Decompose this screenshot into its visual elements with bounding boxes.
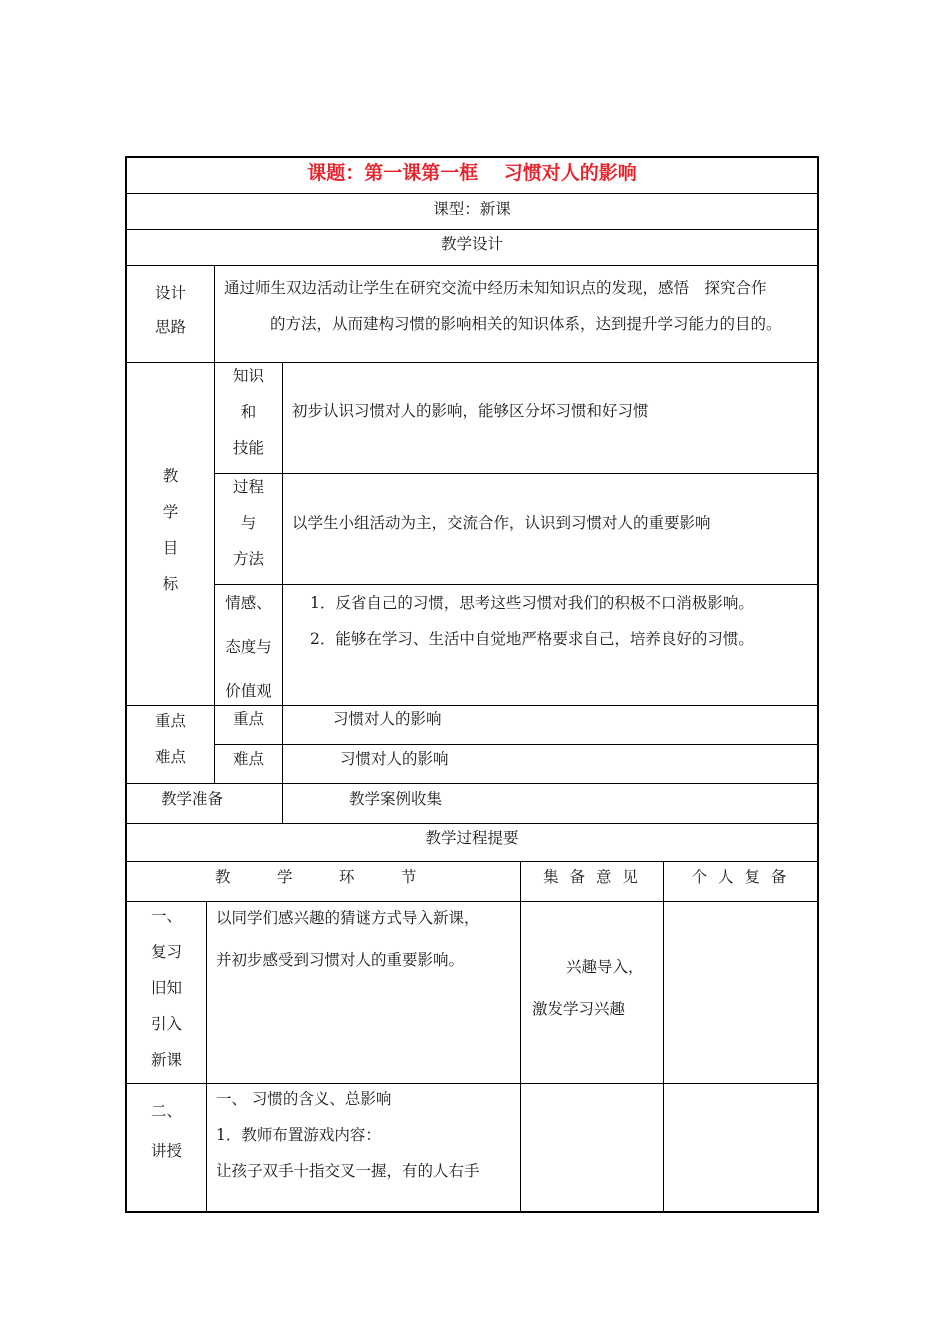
preparation-label: 教学准备 [161, 790, 224, 808]
label-line: 思路 [154, 318, 186, 336]
objectives-label [127, 458, 214, 602]
label-line: 过程 [232, 478, 264, 496]
text-line: 1．反省自己的习惯，思考这些习惯对我们的积极不口消极影响。 [310, 594, 754, 612]
label-line: 技能 [232, 439, 264, 457]
process-step-group-note [532, 946, 660, 1030]
key-point-label: 重点 [232, 710, 264, 728]
design-idea-text [215, 270, 817, 342]
label-line: 引入 [150, 1015, 182, 1033]
label-line: 二、 [150, 1102, 182, 1120]
process-title: 教学过程提要 [425, 829, 519, 847]
objective-knowledge-label [215, 358, 282, 466]
lesson-type: 课型：新课 [433, 200, 511, 218]
lesson-title: 课题：第一课第一框 习惯对人的影响 [307, 162, 637, 184]
text-line: 2．能够在学习、生活中自觉地严格要求自己，培养良好的习惯。 [310, 630, 754, 648]
process-header-personal: 个 人 复 备 [691, 868, 790, 886]
text-line: 激发学习兴趣 [532, 1000, 626, 1018]
text-line: 一、 习惯的含义、总影响 [216, 1090, 392, 1108]
rule [214, 473, 819, 474]
process-header-group: 集 备 意 见 [543, 868, 641, 886]
process-step-personal-note[interactable] [664, 902, 817, 1083]
label-line: 教 [162, 467, 179, 485]
difficult-point-text: 习惯对人的影响 [340, 750, 449, 768]
text-line: 的方法，从而建构习惯的影响相关的知识体系，达到提升学习能力的目的。 [270, 315, 782, 333]
label-line: 讲授 [150, 1142, 182, 1160]
label-line: 重点 [154, 712, 186, 730]
process-step-content [216, 1081, 516, 1189]
label-line: 知识 [232, 367, 264, 385]
process-step-content [216, 897, 516, 981]
key-point-text: 习惯对人的影响 [333, 710, 442, 728]
preparation-text: 教学案例收集 [349, 790, 443, 808]
label-line: 新课 [150, 1051, 182, 1069]
objective-knowledge-text: 初步认识习惯对人的影响，能够区分坏习惯和好习惯 [292, 402, 649, 420]
table-border-bottom [125, 1211, 819, 1213]
label-line: 复习 [150, 943, 182, 961]
objective-values-label [215, 581, 282, 713]
rule [206, 901, 207, 1212]
rule [520, 861, 521, 1212]
label-line: 态度与 [225, 638, 272, 656]
key-points-label [127, 703, 214, 775]
text-line: 并初步感受到习惯对人的重要影响。 [216, 951, 465, 969]
table-border-right [817, 156, 819, 1213]
label-line: 情感、 [225, 594, 272, 612]
label-line: 学 [162, 503, 179, 521]
objective-values-text [310, 585, 815, 657]
text-line: 让孩子双手十指交叉一握，有的人右手 [216, 1162, 480, 1180]
objective-process-label [215, 469, 282, 577]
difficult-point-label: 难点 [232, 750, 264, 768]
teaching-design-heading: 教学设计 [440, 235, 503, 253]
rule [282, 362, 283, 824]
text-line: 兴趣导入， [566, 958, 644, 976]
label-line: 目 [162, 539, 179, 557]
label-line: 标 [162, 575, 179, 593]
label-line: 一、 [150, 907, 182, 925]
label-line: 方法 [232, 550, 264, 568]
text-line: 通过师生双边活动让学生在研究交流中经历未知知识点的发现，感悟 探究合作 [224, 279, 767, 297]
text-line: 以同学们感兴趣的猜谜方式导入新课， [216, 909, 480, 927]
rule [125, 265, 819, 266]
process-header-step: 教 学 环 节 [215, 868, 417, 886]
process-step-personal-note[interactable] [664, 1084, 817, 1211]
label-line: 旧知 [150, 979, 182, 997]
label-line: 设计 [154, 284, 186, 302]
label-line: 价值观 [225, 682, 272, 700]
objective-process-text: 以学生小组活动为主，交流合作，认识到习惯对人的重要影响 [292, 514, 711, 532]
text-line: 1．教师布置游戏内容： [216, 1126, 381, 1144]
process-step-label [127, 1091, 206, 1171]
label-line: 与 [240, 514, 257, 532]
design-idea-label [127, 276, 214, 344]
process-step-label [127, 898, 206, 1078]
label-line: 难点 [154, 748, 186, 766]
label-line: 和 [240, 403, 257, 421]
